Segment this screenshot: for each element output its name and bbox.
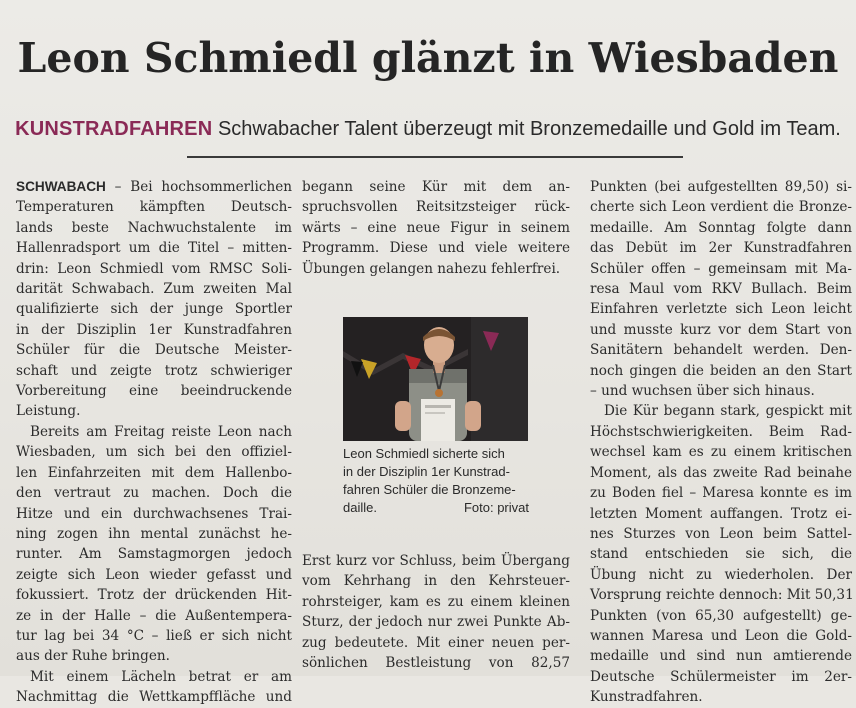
article-text-line: Deutsche Schülermeister im 2er-: [590, 668, 852, 685]
article-photo: [343, 317, 528, 441]
article-text-line: Schüler offen – gemeinsam mit Ma-: [590, 260, 852, 277]
article-text-line: qualifizierte sich der junge Sportler: [16, 301, 292, 318]
article-text-line: sönlichen Bestleistung von 82,57: [302, 655, 570, 672]
article-text-line: Nachmittag die Wettkampffläche und: [16, 689, 292, 706]
article-text-line: Punkten (von 65,30 aufgestellt) ge-: [590, 607, 852, 624]
article-text-line: [16, 177, 292, 197]
article-text-line: Kunstradfahren.: [590, 689, 703, 706]
dateline: SCHWABACH: [16, 179, 106, 194]
article-text-line: tur lag bei 34 °C – ließ er sich nicht: [16, 627, 292, 644]
headline: Leon Schmiedl glänzt in Wiesbaden: [17, 34, 839, 82]
article-text-line: fokussiert. Trotz der drückenden Hit-: [16, 587, 292, 604]
article-text-line: Schüler für die Deutsche Meister-: [16, 342, 292, 359]
article-text-line: len Einfahrzeiten mit dem Hallenbo-: [16, 464, 292, 481]
subheadline-text: Schwabacher Talent überzeugt mit Bronzemedaille und Gold im Team.: [217, 118, 841, 140]
article-text-line: ning zogen ihn mental zunächst he-: [16, 525, 292, 542]
caption-line: Leon Schmiedl sicherte sich: [343, 446, 505, 461]
article-text-line: Leistung.: [16, 403, 81, 420]
article-text-line: medaille. Am Sonntag folgte dann: [590, 219, 852, 236]
article-text-line: noch gingen die beiden an den Start: [590, 362, 852, 379]
article-text-line: Moment, als das zweite Rad beinahe: [590, 464, 852, 481]
article-text-line: Einfahren verletzte sich Leon leicht: [590, 301, 852, 318]
article-column-3: [590, 177, 852, 708]
photo-caption: [343, 445, 533, 517]
article-text-line: Sanitätern behandelt werden. Den-: [590, 342, 852, 359]
article-text-line: Erst kurz vor Schluss, beim Übergang: [302, 553, 570, 569]
article-text-line: – und wuchsen über sich hinaus.: [590, 383, 815, 400]
article-text-line: rohrsteiger, kam es zu einem kleinen: [302, 593, 570, 610]
article-text-line: Sturz, der jedoch nur zwei Punkte Ab-: [302, 614, 570, 631]
article-text-line: resa Maul vom RKV Bullach. Beim: [590, 281, 852, 298]
article-text-line: letzten Moment auffangen. Trotz ei-: [590, 505, 852, 522]
article-text-line: runter. Am Samstagmorgen jedoch: [16, 546, 292, 563]
article-text-line: stand entschieden sie sich, die: [590, 546, 852, 563]
article-text-line: begann seine Kür mit dem an-: [302, 179, 570, 195]
article-text-line: Temperaturen kämpften Deutsch-: [16, 199, 292, 216]
article-text-line: medaille und sind nun amtierende: [590, 648, 852, 665]
article-text-line: Übung nicht zu wiederholen. Der: [590, 566, 852, 583]
article-text-line: wärts – eine neue Figur in seinem: [302, 219, 570, 236]
article-text-line: cherte sich Leon verdient die Bronze-: [590, 199, 852, 216]
article-text-line: Hitze und ein durchwachsenes Trai-: [16, 505, 292, 522]
article-text-line: in der Disziplin 1er Kunstradfahren: [16, 321, 292, 338]
caption-line: daille.: [343, 500, 377, 515]
article-text-line: Bereits am Freitag reiste Leon nach: [30, 423, 292, 440]
article-text-line: Programm. Diese und viele weitere: [302, 240, 570, 257]
article-text-line: schaft und zeigte trotz schwieriger: [16, 362, 292, 379]
article-text-fragment: – Bei hochsommerlichen: [105, 179, 292, 195]
caption-line: fahren Schüler die Bronzeme-: [343, 482, 516, 497]
photo-credit: Foto: privat: [463, 500, 529, 515]
article-text-line: zug bedeutete. Mit einer neuen per-: [302, 634, 570, 651]
article-text-line: das Debüt im 2er Kunstradfahren: [590, 240, 852, 257]
article-text-line: Vorsprung reichte dennoch: Mit 50,31: [590, 587, 854, 604]
section-kicker: KUNSTRADFAHREN: [15, 118, 213, 140]
article-text-line: darität Schwabach. Zum zweiten Mal: [16, 281, 292, 298]
athlete-photo-image: [343, 317, 528, 441]
article-column-2-top: [302, 177, 570, 279]
article-text-line: aus der Ruhe bringen.: [16, 648, 170, 665]
article-text-line: vom Kehrhang in den Kehrsteuer-: [302, 573, 570, 590]
article-text-line: nes Sturzes von Leon beim Sattel-: [590, 525, 852, 542]
headline-divider: [187, 156, 683, 158]
article-text-line: lands beste Nachwuchstalente im: [16, 219, 292, 236]
caption-line: in der Disziplin 1er Kunstrad-: [343, 464, 510, 479]
article-text-line: drin: Leon Schmiedl vom RMSC Soli-: [16, 260, 292, 277]
article-text-line: und musste kurz vor dem Start von: [590, 321, 852, 338]
article-text-line: zeigte sich Leon wieder gefasst und: [16, 566, 292, 583]
article-text-line: zu Boden fiel – Maresa konnte es im: [590, 485, 852, 502]
subheadline: [0, 118, 856, 141]
article-text-line: Höchstschwierigkeiten. Beim Rad-: [590, 423, 852, 440]
article-column-1: [16, 177, 292, 708]
article-text-line: Wiesbaden, um sich bei den offiziel-: [16, 444, 292, 461]
article-text-line: Hallenradsport um die Titel – mitten-: [16, 240, 292, 257]
article-text-line: den vertraut zu machen. Doch die: [16, 485, 292, 502]
article-text-line: Übungen gelangen nahezu fehlerfrei.: [302, 260, 561, 277]
article-text-line: Punkten (bei aufgestellten 89,50) si-: [590, 179, 852, 195]
article-text-line: Vorbereitung eine beeindruckende: [16, 383, 292, 400]
article-text-line: wannen Maresa und Leon die Gold-: [590, 627, 852, 644]
article-text-line: Mit einem Lächeln betrat er am: [30, 668, 292, 685]
article-text-line: wechsel kam es zu einem kritischen: [590, 444, 852, 461]
article-text-line: Die Kür begann stark, gespickt mit: [604, 403, 852, 420]
article-text-line: ze in der Halle – die Außentempera-: [16, 607, 292, 624]
article-column-2-bottom: [302, 551, 570, 673]
article-text-line: spruchsvollen Reitsitzsteiger rück-: [302, 199, 570, 216]
